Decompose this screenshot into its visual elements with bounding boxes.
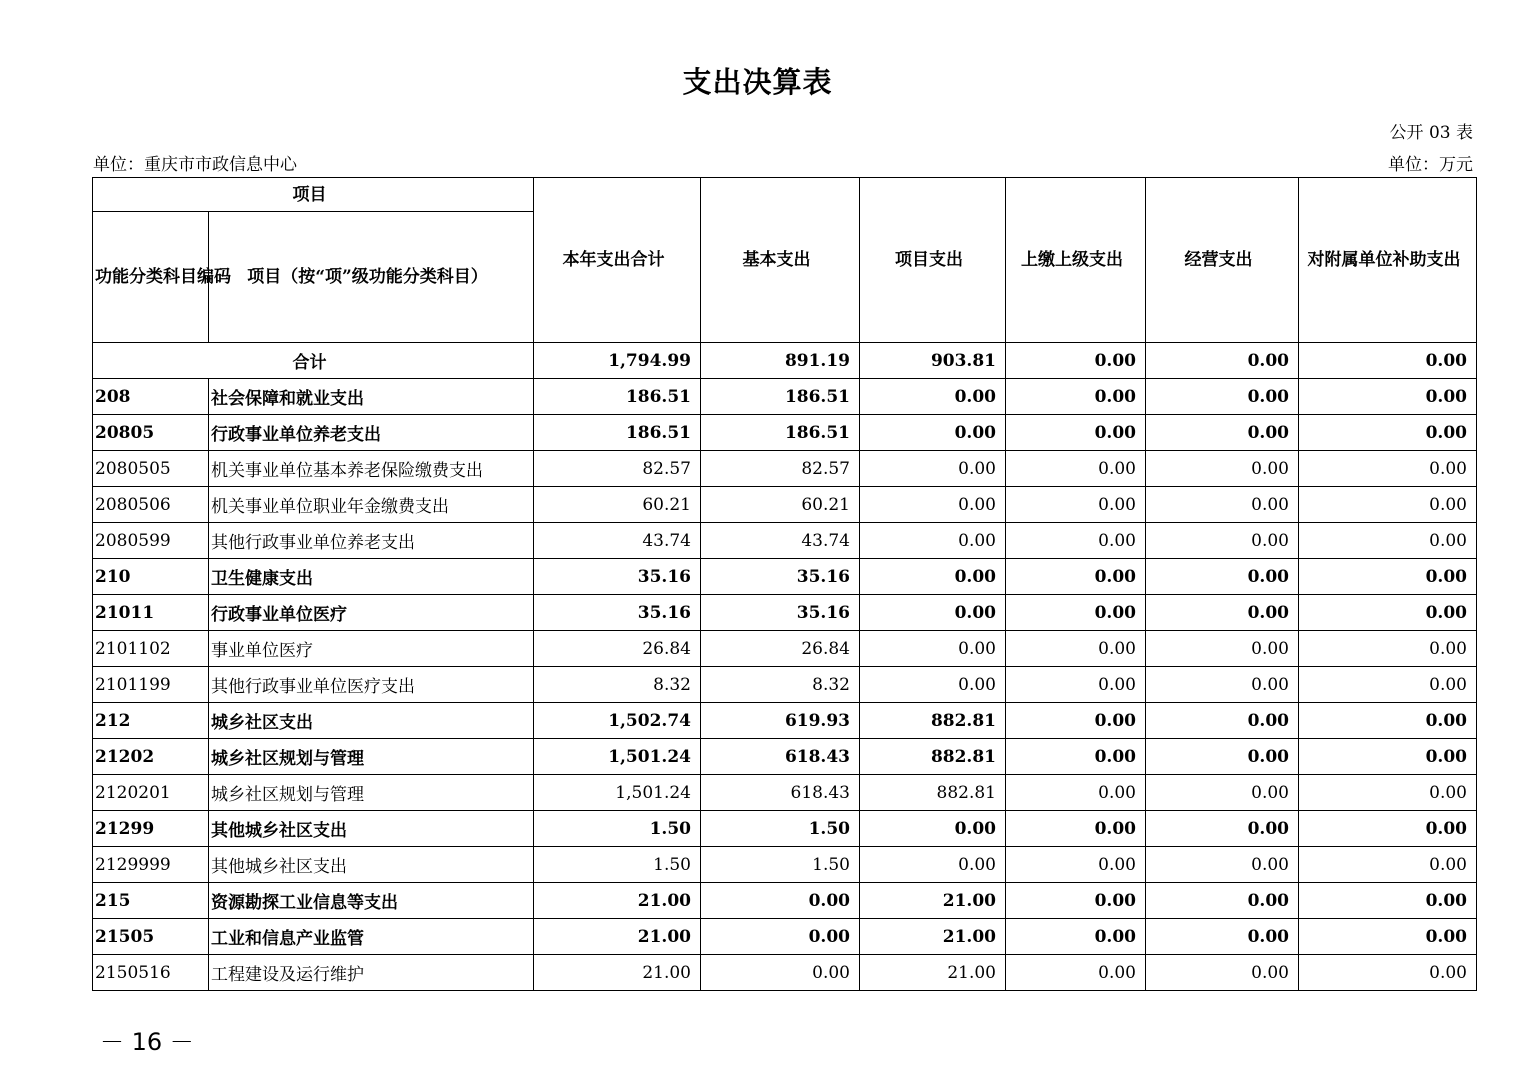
basic-cell: 26.84 [701, 631, 860, 667]
project-cell: 0.00 [860, 487, 1006, 523]
expenditure-table [92, 177, 1477, 991]
basic-cell: 35.16 [701, 595, 860, 631]
name-cell: 城乡社区规划与管理 [209, 739, 534, 775]
business-cell: 0.00 [1146, 667, 1299, 703]
project-cell: 0.00 [860, 559, 1006, 595]
code-cell: 21299 [93, 811, 209, 847]
business-cell: 0.00 [1146, 379, 1299, 415]
total-row [93, 343, 1477, 379]
subsidy-cell: 0.00 [1299, 919, 1477, 955]
name-cell: 工业和信息产业监管 [209, 919, 534, 955]
code-cell: 215 [93, 883, 209, 919]
upper-cell: 0.00 [1006, 487, 1146, 523]
subsidy-cell: 0.00 [1299, 667, 1477, 703]
basic-cell: 35.16 [701, 559, 860, 595]
table-row [93, 667, 1477, 703]
business-cell: 0.00 [1146, 811, 1299, 847]
name-cell: 机关事业单位职业年金缴费支出 [209, 487, 534, 523]
project-cell: 0.00 [860, 631, 1006, 667]
code-cell: 2120201 [93, 775, 209, 811]
table-row [93, 919, 1477, 955]
upper-cell: 0.00 [1006, 379, 1146, 415]
upper-cell: 0.00 [1006, 703, 1146, 739]
currency-unit: 单位：万元 [1388, 155, 1473, 175]
name-cell: 卫生健康支出 [209, 559, 534, 595]
project-cell: 21.00 [860, 955, 1006, 991]
project-cell: 21.00 [860, 919, 1006, 955]
subsidy-cell: 0.00 [1299, 595, 1477, 631]
upper-cell: 0.00 [1006, 847, 1146, 883]
upper-cell: 0.00 [1006, 415, 1146, 451]
code-cell: 2150516 [93, 955, 209, 991]
table-row [93, 487, 1477, 523]
code-cell: 2129999 [93, 847, 209, 883]
name-cell: 其他城乡社区支出 [209, 811, 534, 847]
project-cell: 882.81 [860, 703, 1006, 739]
subsidy-cell: 0.00 [1299, 631, 1477, 667]
basic-cell: 43.74 [701, 523, 860, 559]
upper-cell: 0.00 [1006, 595, 1146, 631]
project-cell: 21.00 [860, 883, 1006, 919]
total-cell: 1,501.24 [534, 775, 701, 811]
business-cell: 0.00 [1146, 739, 1299, 775]
upper-cell: 0.00 [1006, 523, 1146, 559]
header-total: 本年支出合计 [534, 178, 701, 343]
code-cell: 2080506 [93, 487, 209, 523]
table-row [93, 523, 1477, 559]
total-cell: 186.51 [534, 415, 701, 451]
subsidy-cell: 0.00 [1299, 559, 1477, 595]
code-cell: 21202 [93, 739, 209, 775]
code-cell: 2080599 [93, 523, 209, 559]
table-row [93, 775, 1477, 811]
business-cell: 0.00 [1146, 919, 1299, 955]
subsidy-cell: 0.00 [1299, 703, 1477, 739]
code-cell: 2101102 [93, 631, 209, 667]
subsidy-cell: 0.00 [1299, 523, 1477, 559]
reporting-unit: 单位：重庆市市政信息中心 [93, 155, 297, 175]
name-cell: 社会保障和就业支出 [209, 379, 534, 415]
form-number: 公开 03 表 [1389, 123, 1473, 143]
header-basic: 基本支出 [701, 178, 860, 343]
basic-cell: 618.43 [701, 775, 860, 811]
upper-cell: 0.00 [1006, 811, 1146, 847]
code-cell: 212 [93, 703, 209, 739]
subsidy-cell: 0.00 [1299, 811, 1477, 847]
basic-cell: 186.51 [701, 379, 860, 415]
project-cell: 903.81 [860, 343, 1006, 379]
basic-cell: 619.93 [701, 703, 860, 739]
table-row [93, 559, 1477, 595]
business-cell: 0.00 [1146, 847, 1299, 883]
total-cell: 21.00 [534, 919, 701, 955]
business-cell: 0.00 [1146, 523, 1299, 559]
basic-cell: 891.19 [701, 343, 860, 379]
total-cell: 1.50 [534, 847, 701, 883]
name-cell: 工程建设及运行维护 [209, 955, 534, 991]
upper-cell: 0.00 [1006, 775, 1146, 811]
table-row [93, 955, 1477, 991]
subsidy-cell: 0.00 [1299, 847, 1477, 883]
code-cell: 2101199 [93, 667, 209, 703]
total-cell: 35.16 [534, 595, 701, 631]
basic-cell: 0.00 [701, 919, 860, 955]
basic-cell: 618.43 [701, 739, 860, 775]
name-cell: 其他城乡社区支出 [209, 847, 534, 883]
code-cell: 208 [93, 379, 209, 415]
total-cell: 186.51 [534, 379, 701, 415]
business-cell: 0.00 [1146, 631, 1299, 667]
basic-cell: 0.00 [701, 955, 860, 991]
project-cell: 0.00 [860, 451, 1006, 487]
business-cell: 0.00 [1146, 559, 1299, 595]
header-project: 项目支出 [860, 178, 1006, 343]
header-code: 功能分类科目编码 [93, 212, 209, 343]
business-cell: 0.00 [1146, 595, 1299, 631]
code-cell: 21505 [93, 919, 209, 955]
total-cell: 1,794.99 [534, 343, 701, 379]
project-cell: 0.00 [860, 847, 1006, 883]
subsidy-cell: 0.00 [1299, 487, 1477, 523]
project-cell: 0.00 [860, 379, 1006, 415]
table-row [93, 739, 1477, 775]
table-row [93, 883, 1477, 919]
total-cell: 8.32 [534, 667, 701, 703]
basic-cell: 8.32 [701, 667, 860, 703]
name-cell: 行政事业单位养老支出 [209, 415, 534, 451]
project-cell: 882.81 [860, 775, 1006, 811]
name-cell: 行政事业单位医疗 [209, 595, 534, 631]
upper-cell: 0.00 [1006, 343, 1146, 379]
upper-cell: 0.00 [1006, 739, 1146, 775]
subsidy-cell: 0.00 [1299, 343, 1477, 379]
total-cell: 1.50 [534, 811, 701, 847]
total-cell: 21.00 [534, 883, 701, 919]
total-cell: 35.16 [534, 559, 701, 595]
table-row [93, 811, 1477, 847]
project-cell: 882.81 [860, 739, 1006, 775]
page-title: 支出决算表 [682, 65, 833, 99]
basic-cell: 0.00 [701, 883, 860, 919]
total-cell: 43.74 [534, 523, 701, 559]
code-cell: 21011 [93, 595, 209, 631]
business-cell: 0.00 [1146, 775, 1299, 811]
subsidy-cell: 0.00 [1299, 451, 1477, 487]
name-cell: 其他行政事业单位医疗支出 [209, 667, 534, 703]
upper-cell: 0.00 [1006, 451, 1146, 487]
name-cell: 其他行政事业单位养老支出 [209, 523, 534, 559]
business-cell: 0.00 [1146, 883, 1299, 919]
business-cell: 0.00 [1146, 451, 1299, 487]
table-row [93, 379, 1477, 415]
total-cell: 1,501.24 [534, 739, 701, 775]
code-cell: 210 [93, 559, 209, 595]
total-cell: 1,502.74 [534, 703, 701, 739]
upper-cell: 0.00 [1006, 955, 1146, 991]
subsidy-cell: 0.00 [1299, 955, 1477, 991]
basic-cell: 186.51 [701, 415, 860, 451]
upper-cell: 0.00 [1006, 631, 1146, 667]
subsidy-cell: 0.00 [1299, 379, 1477, 415]
basic-cell: 60.21 [701, 487, 860, 523]
name-cell: 城乡社区支出 [209, 703, 534, 739]
business-cell: 0.00 [1146, 343, 1299, 379]
subsidy-cell: 0.00 [1299, 739, 1477, 775]
code-cell: 2080505 [93, 451, 209, 487]
business-cell: 0.00 [1146, 703, 1299, 739]
total-cell: 26.84 [534, 631, 701, 667]
table-row [93, 703, 1477, 739]
business-cell: 0.00 [1146, 955, 1299, 991]
project-cell: 0.00 [860, 811, 1006, 847]
upper-cell: 0.00 [1006, 883, 1146, 919]
project-cell: 0.00 [860, 415, 1006, 451]
upper-cell: 0.00 [1006, 919, 1146, 955]
page-number: － 16 － [100, 1028, 194, 1056]
name-cell: 资源勘探工业信息等支出 [209, 883, 534, 919]
table-row [93, 595, 1477, 631]
subsidy-cell: 0.00 [1299, 775, 1477, 811]
upper-cell: 0.00 [1006, 667, 1146, 703]
header-name: 项目（按“项”级功能分类科目） [209, 212, 534, 343]
project-cell: 0.00 [860, 595, 1006, 631]
name-cell: 城乡社区规划与管理 [209, 775, 534, 811]
subsidy-cell: 0.00 [1299, 415, 1477, 451]
basic-cell: 82.57 [701, 451, 860, 487]
table-row [93, 847, 1477, 883]
table-row [93, 451, 1477, 487]
basic-cell: 1.50 [701, 847, 860, 883]
header-upper: 上缴上级支出 [1006, 178, 1146, 343]
business-cell: 0.00 [1146, 415, 1299, 451]
header-item-group: 项目 [93, 178, 534, 212]
total-cell: 21.00 [534, 955, 701, 991]
business-cell: 0.00 [1146, 487, 1299, 523]
total-label: 合计 [93, 343, 534, 379]
project-cell: 0.00 [860, 667, 1006, 703]
upper-cell: 0.00 [1006, 559, 1146, 595]
project-cell: 0.00 [860, 523, 1006, 559]
total-cell: 60.21 [534, 487, 701, 523]
table-row [93, 631, 1477, 667]
subsidy-cell: 0.00 [1299, 883, 1477, 919]
total-cell: 82.57 [534, 451, 701, 487]
table-row [93, 415, 1477, 451]
header-subsidy: 对附属单位补助支出 [1299, 178, 1477, 343]
name-cell: 事业单位医疗 [209, 631, 534, 667]
code-cell: 20805 [93, 415, 209, 451]
name-cell: 机关事业单位基本养老保险缴费支出 [209, 451, 534, 487]
header-business: 经营支出 [1146, 178, 1299, 343]
basic-cell: 1.50 [701, 811, 860, 847]
